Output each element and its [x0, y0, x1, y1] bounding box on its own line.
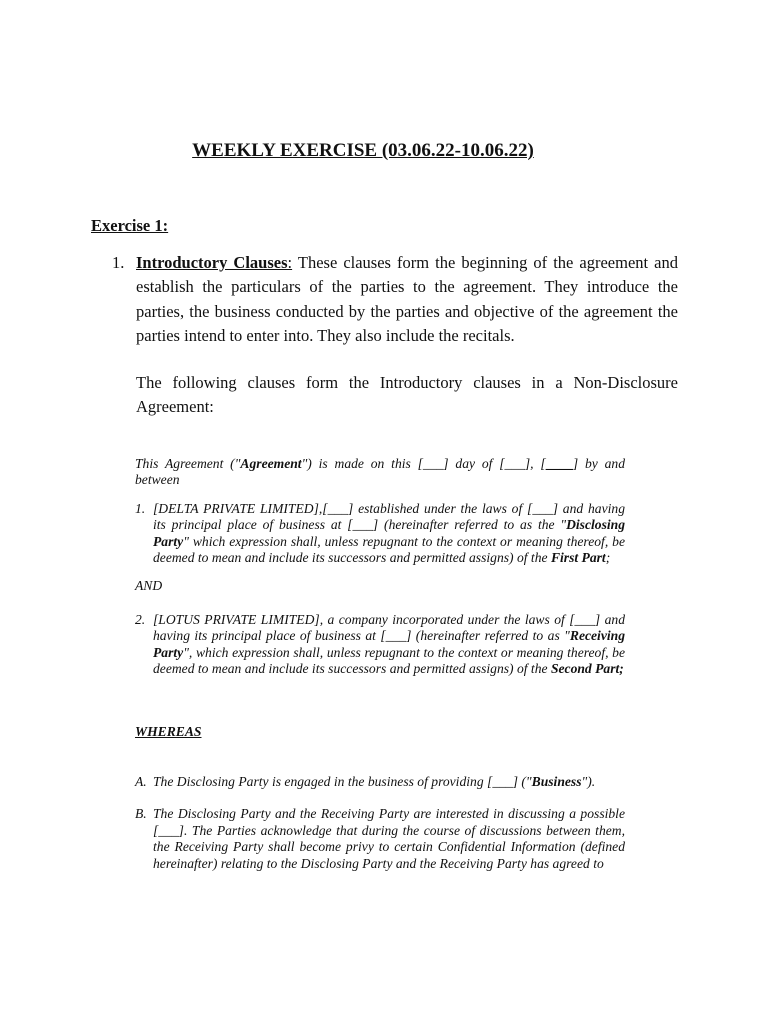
business-term: Business — [531, 773, 582, 789]
second-part-term: Second Part; — [550, 661, 624, 677]
nda-clauses-block — [135, 456, 625, 872]
recital-a — [135, 774, 625, 790]
list-item-introductory-clauses — [112, 251, 678, 436]
party-clause-1 — [135, 501, 625, 567]
party-number: 1. — [135, 500, 146, 516]
recital-a-text-c: "). — [581, 773, 596, 789]
document-title: WEEKLY EXERCISE (03.06.22-10.06.22) — [192, 140, 534, 161]
and-separator: AND — [135, 578, 163, 594]
party-number: 2. — [135, 611, 146, 627]
nda-clauses-intro-paragraph: The following clauses form the Introductory clauses in a Non-Disclosure Agreement: — [136, 373, 678, 417]
party-1-text-a: [DELTA PRIVATE LIMITED],[___] established under the laws of [___] and having its principal place of business at [___] (hereinafter referred to as the " — [153, 500, 625, 533]
recital-b — [135, 806, 625, 872]
party-1-text-e: ; — [605, 550, 611, 566]
heading-colon: : — [287, 253, 293, 272]
list-item-body — [136, 251, 678, 420]
introductory-clauses-text: These clauses form the beginning of the agreement and establish the particulars of the parties to the agreement. They introduce the parties, the business conducted by the parties and objective of the agreement the parties intend to enter into. They also include the recitals. — [136, 253, 678, 345]
whereas-heading: WHEREAS — [135, 724, 202, 740]
receiving-party-term: Receiving Party — [153, 628, 625, 660]
recital-letter: A. — [135, 773, 147, 789]
agreement-intro-clause — [135, 456, 625, 489]
agreement-defined-term: Agreement — [240, 456, 302, 471]
recital-a-text — [153, 774, 625, 790]
disclosing-party-term: Disclosing Party — [153, 517, 625, 549]
party-clause-2 — [135, 612, 625, 678]
party-1-text — [153, 501, 625, 567]
recital-b-text: The Disclosing Party and the Receiving Party are interested in discussing a possible [___]. The Parties acknowledge that during the course of discussions between them, the Receiving Party shall become privy to certain Confidential Information (defined hereinafter) relating to the Disclosing Party and the Receiving Party has agreed to — [153, 806, 625, 871]
recital-a-text-a: The Disclosing Party is engaged in the business of providing [___] (" — [153, 773, 532, 789]
list-item-number: 1. — [112, 253, 125, 272]
party-2-text — [153, 612, 625, 678]
intro-text-a: This Agreement (" — [135, 456, 241, 471]
first-part-term: First Part — [550, 550, 606, 566]
year-blank: ____ — [545, 456, 573, 471]
intro-text-e: ] by and between — [135, 456, 626, 488]
party-2-text-a: [LOTUS PRIVATE LIMITED], a company incorporated under the laws of [___] and having its principal place of business at [___] (hereinafter referred to as " — [153, 611, 625, 644]
intro-text-c: ") is made on this [___] day of [___], [ — [301, 456, 546, 471]
party-2-text-c: ", which expression shall, unless repugnant to the context or meaning thereof, be deemed to mean and include its successors and permitted assigns) of the — [153, 644, 625, 677]
introductory-clauses-heading: Introductory Clauses — [136, 253, 288, 272]
recital-letter: B. — [135, 806, 147, 822]
party-1-text-c: " which expression shall, unless repugnant to the context or meaning thereof, be deemed to mean and include its successors and permitted assigns) of the — [153, 533, 625, 566]
introductory-clauses-paragraph — [136, 251, 678, 348]
exercise-heading: Exercise 1: — [91, 216, 169, 235]
